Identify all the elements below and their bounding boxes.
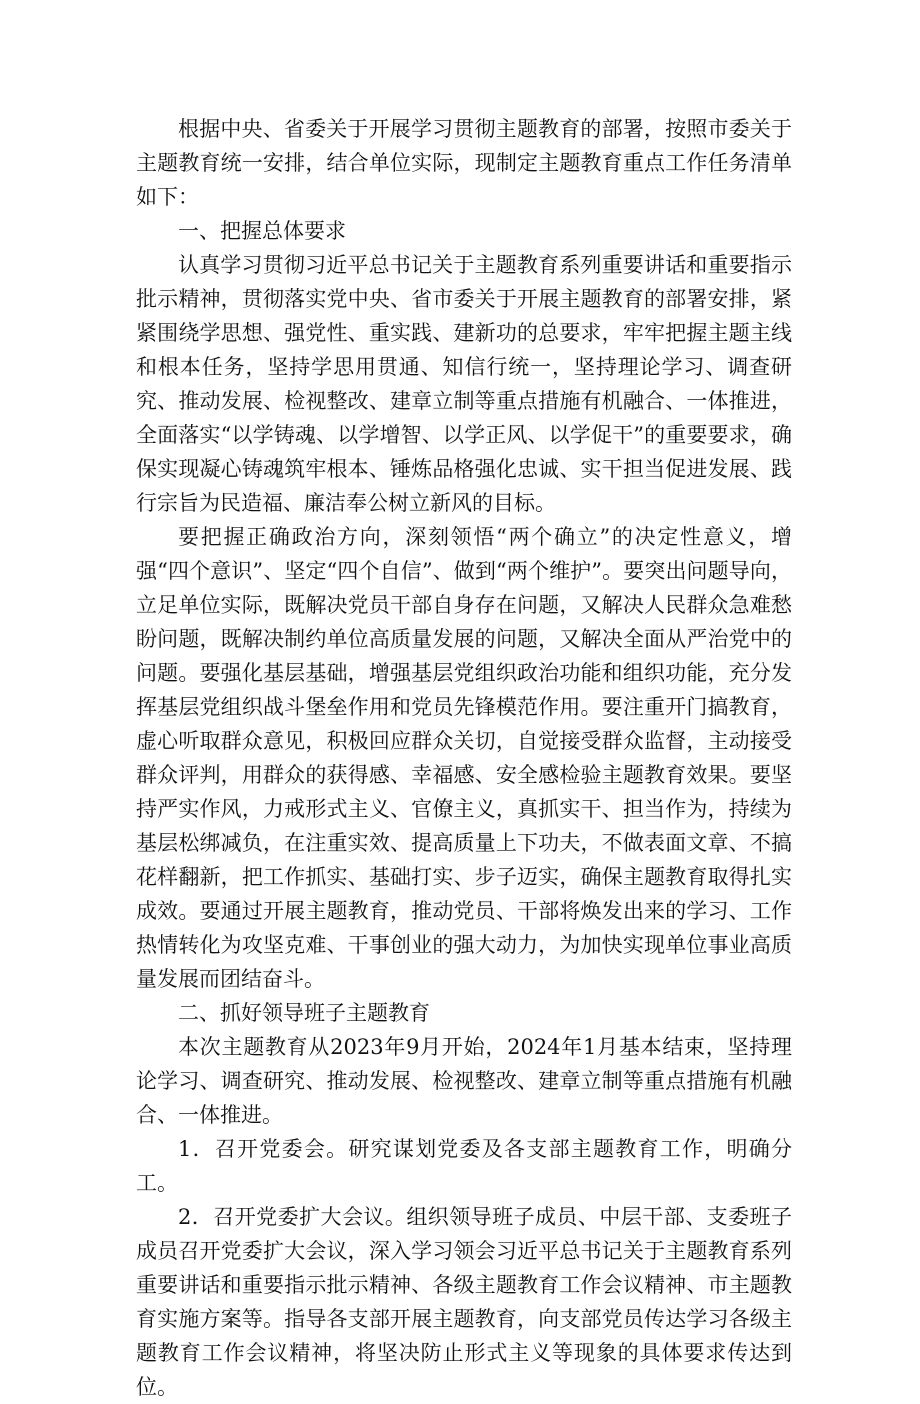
section-heading-1: 一、把握总体要求 — [178, 219, 346, 243]
section-heading-2: 二、抓好领导班子主题教育 — [178, 1001, 430, 1025]
section2-item-2: 2．召开党委扩大会议。组织领导班子成员、中层干部、支委班子成员召开党委扩大会议，深入学习领会习近平总书记关于主题教育系列重要讲话和重要指示批示精神、各级主题教育工作会议精神、市主题教育实施方案等。指导各支部开展主题教育，向支部党员传达学习各级主题教育工作会议精神，将坚决防止形式主义等现象的具体要求传达到位。 — [136, 1205, 792, 1399]
document-body — [136, 112, 792, 1404]
section2-paragraph-1: 本次主题教育从2023年9月开始，2024年1月基本结束，坚持理论学习、调查研究、推动发展、检视整改、建章立制等重点措施有机融合、一体推进。 — [136, 1035, 792, 1127]
section1-paragraph-2: 要把握正确政治方向，深刻领悟“两个确立”的决定性意义，增强“四个意识”、坚定“四个自信”、做到“两个维护”。要突出问题导向，立足单位实际，既解决党员干部自身存在问题，又解决人民群众急难愁盼问题，既解决制约单位高质量发展的问题，又解决全面从严治党中的问题。要强化基层基础，增强基层党组织政治功能和组织功能，充分发挥基层党组织战斗堡垒作用和党员先锋模范作用。要注重开门搞教育，虚心听取群众意见，积极回应群众关切，自觉接受群众监督，主动接受群众评判，用群众的获得感、幸福感、安全感检验主题教育效果。要坚持严实作风，力戒形式主义、官僚主义，真抓实干、担当作为，持续为基层松绑减负，在注重实效、提高质量上下功夫，不做表面文章、不搞花样翻新，把工作抓实、基础打实、步子迈实，确保主题教育取得扎实成效。要通过开展主题教育，推动党员、干部将焕发出来的学习、工作热情转化为攻坚克难、干事创业的强大动力，为加快实现单位事业高质量发展而团结奋斗。 — [136, 525, 792, 991]
section1-paragraph-1: 认真学习贯彻习近平总书记关于主题教育系列重要讲话和重要指示批示精神，贯彻落实党中央、省市委关于开展主题教育的部署安排，紧紧围绕学思想、强党性、重实践、建新功的总要求，牢牢把握主题主线和根本任务，坚持学思用贯通、知信行统一，坚持理论学习、调查研究、推动发展、检视整改、建章立制等重点措施有机融合、一体推进，全面落实“以学铸魂、以学增智、以学正风、以学促干”的重要要求，确保实现凝心铸魂筑牢根本、锤炼品格强化忠诚、实干担当促进发展、践行宗旨为民造福、廉洁奉公树立新风的目标。 — [136, 253, 792, 515]
section2-item-1: 1．召开党委会。研究谋划党委及各支部主题教育工作，明确分工。 — [136, 1137, 792, 1195]
intro-paragraph: 根据中央、省委关于开展学习贯彻主题教育的部署，按照市委关于主题教育统一安排，结合单位实际，现制定主题教育重点工作任务清单如下： — [136, 117, 792, 209]
